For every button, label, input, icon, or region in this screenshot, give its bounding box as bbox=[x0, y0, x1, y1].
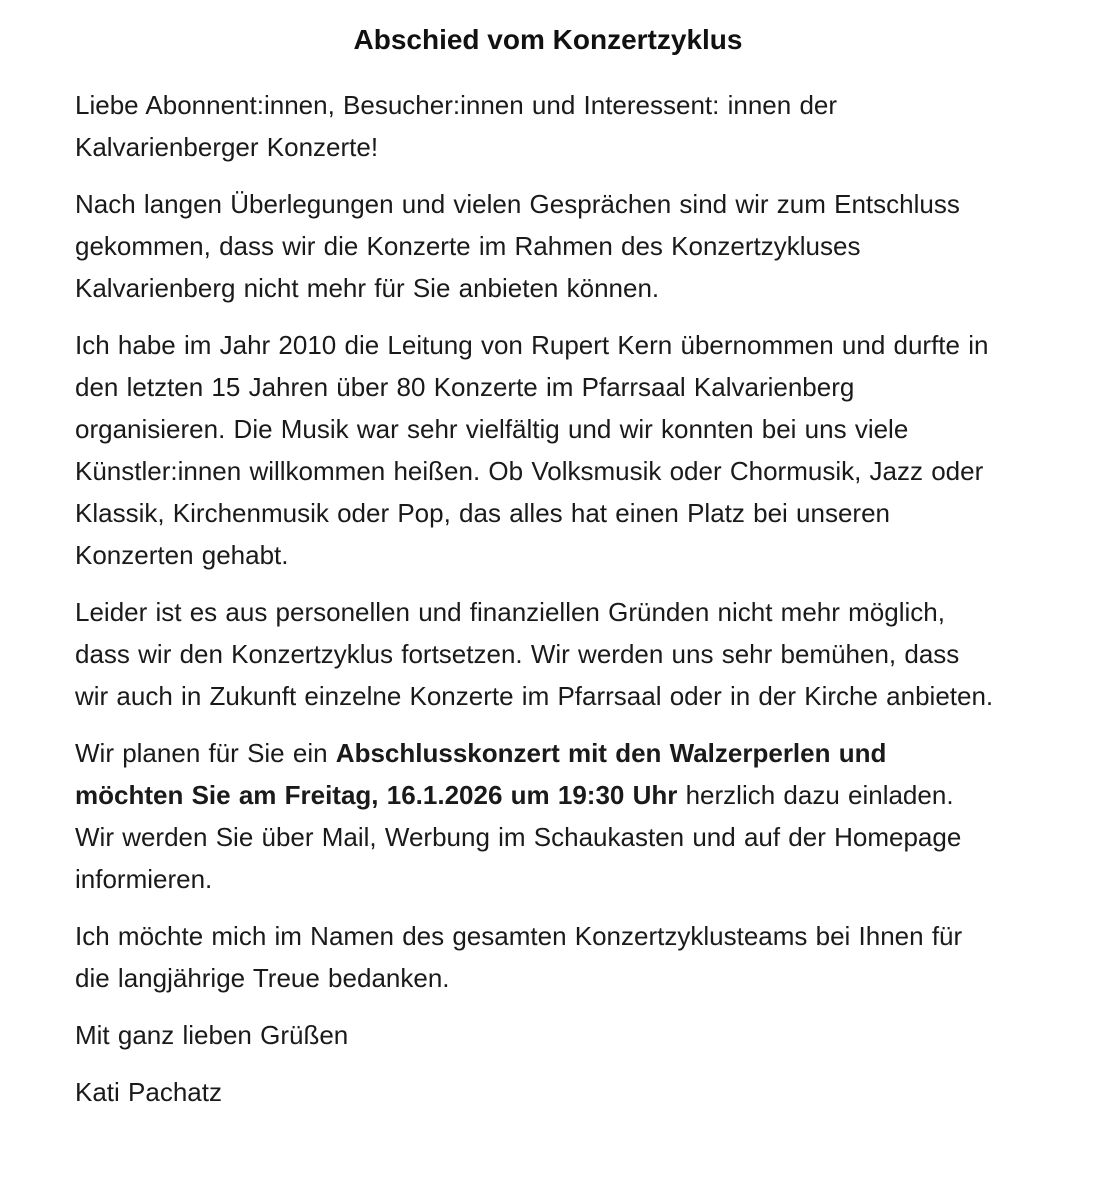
paragraph-finale bbox=[75, 732, 995, 900]
signature-line: Kati Pachatz bbox=[75, 1077, 222, 1107]
finale-regular-end: herzlich dazu einladen. Wir werden Sie über Mail, Werbung im Schaukasten und auf der Homepage informieren. bbox=[75, 780, 962, 894]
document-body bbox=[75, 84, 995, 1113]
paragraph-thanks: Ich möchte mich im Namen des gesamten Konzertzyklusteams bei Ihnen für die langjährige Treue bedanken. bbox=[75, 921, 963, 993]
finale-regular-start: Wir planen für Sie ein bbox=[75, 738, 336, 768]
paragraph-reasons: Leider ist es aus personellen und finanziellen Gründen nicht mehr möglich, dass wir den Konzertzyklus fortsetzen. Wir werden uns sehr bemühen, dass wir auch in Zukunft einzelne Konzerte im Pfarrsaal oder in der Kirche anbieten. bbox=[75, 597, 994, 711]
page-title-text: Abschied vom Konzertzyklus bbox=[353, 24, 743, 55]
paragraph-greeting: Liebe Abonnent:innen, Besucher:innen und Interessent: innen der Kalvarienberger Konzerte! bbox=[75, 90, 838, 162]
closing-line: Mit ganz lieben Grüßen bbox=[75, 1020, 349, 1050]
page-title bbox=[0, 20, 1096, 60]
finale-bold-announcement: Abschlusskonzert mit den Walzerperlen und möchten Sie am Freitag, 16.1.2026 um 19:30 Uhr bbox=[75, 738, 887, 810]
paragraph-decision: Nach langen Überlegungen und vielen Gesprächen sind wir zum Entschluss gekommen, dass wir die Konzerte im Rahmen des Konzertzykluses Kalvarienberg nicht mehr für Sie anbieten können. bbox=[75, 189, 960, 303]
paragraph-history: Ich habe im Jahr 2010 die Leitung von Rupert Kern übernommen und durfte in den letzten 15 Jahren über 80 Konzerte im Pfarrsaal Kalvarienberg organisieren. Die Musik war sehr vielfältig und wir konnten bei uns viele Künstler:innen willkommen heißen. Ob Volksmusik oder Chormusik, Jazz oder Klassik, Kirchenmusik oder Pop, das alles hat einen Platz bei unseren Konzerten gehabt. bbox=[75, 330, 989, 570]
